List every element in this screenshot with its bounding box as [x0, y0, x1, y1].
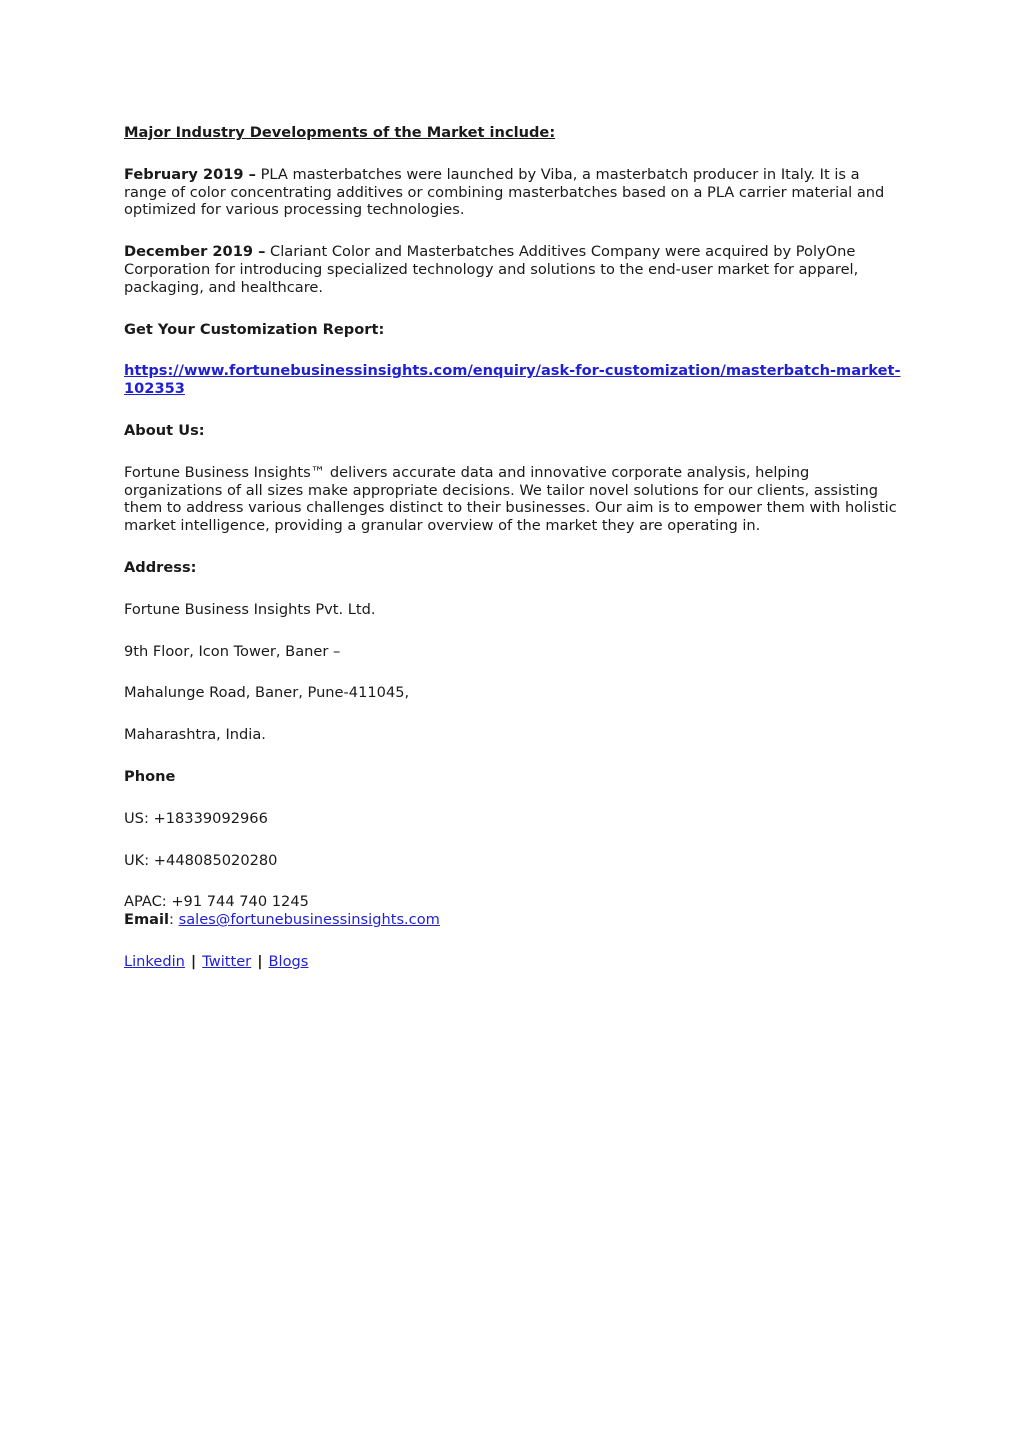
phone-us: US: +18339092966 [124, 809, 268, 827]
about-text: Fortune Business Insights™ delivers accurate data and innovative corporate analysis, helping organizations of all sizes make appropriate decisions. We tailor novel solutions for our clients, assisting them to address various challenges distinct to their businesses. Our aim is to empower them with holistic market intelligence, providing a granular overview of the market they are operating in. [124, 463, 897, 535]
phone-apac: APAC: +91 744 740 1245 [124, 893, 309, 911]
link-separator: | [190, 952, 197, 970]
section-heading: Major Industry Developments of the Market include: [124, 124, 556, 141]
development-text: PLA masterbatches were launched by Viba, a masterbatch producer in Italy. It is a range of color concentrating additives or combining masterbatches based on a PLA carrier material and optimized for various processing technologies. [124, 165, 885, 219]
linkedin-link[interactable]: Linkedin [124, 952, 185, 970]
email-link[interactable]: sales@fortunebusinessinsights.com [178, 911, 440, 929]
email-label: Email [124, 911, 170, 929]
address-line: Maharashtra, India. [124, 726, 266, 744]
about-label: About Us: [124, 421, 205, 439]
link-separator: | [257, 952, 263, 970]
development-date: December 2019 – [124, 243, 266, 261]
address-line: Mahalunge Road, Baner, Pune-411045, [124, 684, 410, 702]
social-links [124, 953, 904, 971]
development-date: February 2019 – [124, 165, 256, 183]
development-item [124, 243, 904, 296]
customization-label: Get Your Customization Report: [124, 320, 385, 338]
development-item [124, 166, 904, 219]
address-label: Address: [124, 558, 197, 576]
phone-label: Phone [124, 767, 176, 785]
phone-uk: UK: +448085020280 [124, 851, 278, 869]
development-text: Clariant Color and Masterbatches Additives Company were acquired by PolyOne Corporation for introducing specialized technology and solutions to the end-user market for apparel, packaging, and healthcare. [124, 243, 859, 296]
blogs-link[interactable]: Blogs [268, 952, 309, 970]
customization-link[interactable]: https://www.fortunebusinessinsights.com/enquiry/ask-for-customization/masterbatch-market-102353 [124, 362, 901, 398]
document-page [124, 124, 904, 995]
address-line: Fortune Business Insights Pvt. Ltd. [124, 600, 376, 618]
twitter-link[interactable]: Twitter [202, 952, 252, 970]
address-line: 9th Floor, Icon Tower, Baner – [124, 642, 341, 660]
email-line [124, 911, 904, 929]
email-colon: : [169, 911, 179, 929]
customization-link-wrap [124, 362, 904, 398]
